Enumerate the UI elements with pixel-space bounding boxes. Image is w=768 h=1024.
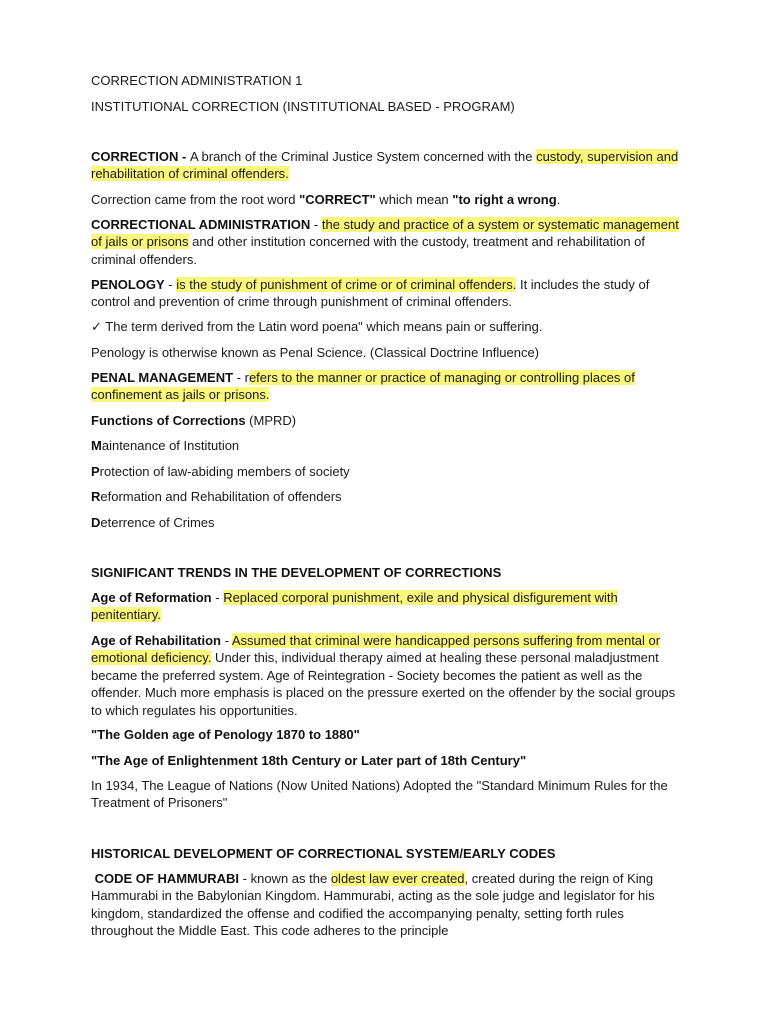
term-correctional-administration: CORRECTIONAL ADMINISTRATION xyxy=(91,217,311,232)
highlight: oldest law ever created xyxy=(330,871,465,886)
quote-golden-age: "The Golden age of Penology 1870 to 1880" xyxy=(91,727,360,742)
highlight: efers to the manner or practice of managing or controlling places of confinement as jails or prisons. xyxy=(91,370,635,403)
function-item: Protection of law-abiding members of society xyxy=(91,464,350,479)
highlight: Assumed that criminal were handicapped persons suffering from mental or emotional deficiency. xyxy=(91,633,661,666)
paragraph-correctional-administration: CORRECTIONAL ADMINISTRATION - the study and practice of a system or systematic management of jails or prisons and other institution concerned with the custody, treatment and rehabilitation of criminal offenders. xyxy=(91,217,679,267)
document-title: CORRECTION ADMINISTRATION 1 xyxy=(91,73,303,88)
paragraph-root-word: Correction came from the root word "CORRECT" which mean "to right a wrong. xyxy=(91,192,561,207)
section-heading-trends: SIGNIFICANT TRENDS IN THE DEVELOPMENT OF CORRECTIONS xyxy=(91,565,502,580)
paragraph-penal-management: PENAL MANAGEMENT - refers to the manner or practice of managing or controlling places of confinement as jails or prisons. xyxy=(91,370,635,403)
highlight: Replaced corporal punishment, exile and physical disfigurement with penitentiary. xyxy=(91,590,618,623)
paragraph-penal-science: Penology is otherwise known as Penal Science. (Classical Doctrine Influence) xyxy=(91,345,539,360)
paragraph-hammurabi: CODE OF HAMMURABI - known as the oldest law ever created, created during the reign of King Hammurabi in the Babylonian Kingdom. Hammurabi, acting as the sole judge and legislator for his kingdom, standardized the offense and codified the accompanying penalty, setting forth rules throughout the Middle East. This code adheres to the principle xyxy=(91,871,655,939)
section-heading-historical: HISTORICAL DEVELOPMENT OF CORRECTIONAL SYSTEM/EARLY CODES xyxy=(91,846,556,861)
term-penology: PENOLOGY xyxy=(91,277,165,292)
paragraph-age-reformation: Age of Reformation - Replaced corporal punishment, exile and physical disfigurement with penitentiary. xyxy=(91,590,618,623)
paragraph-latin-note: ✓ The term derived from the Latin word poena" which means pain or suffering. xyxy=(91,319,543,334)
document-subtitle: INSTITUTIONAL CORRECTION (INSTITUTIONAL BASED - PROGRAM) xyxy=(91,99,515,114)
function-item: Reformation and Rehabilitation of offenders xyxy=(91,489,342,504)
paragraph-league: In 1934, The League of Nations (Now United Nations) Adopted the "Standard Minimum Rules for the Treatment of Prisoners" xyxy=(91,778,668,811)
paragraph-age-rehabilitation: Age of Rehabilitation - Assumed that criminal were handicapped persons suffering from mental or emotional deficiency. Under this, individual therapy aimed at healing these personal maladjustment became the preferred system. Age of Reintegration - Society becomes the patient as well as the offender. Much more emphasis is placed on the pressure exerted on the offender by the social groups to which regulates his opportunities. xyxy=(91,633,676,718)
quote-enlightenment: "The Age of Enlightenment 18th Century or Later part of 18th Century" xyxy=(91,753,527,768)
highlight: the study and practice of a system or systematic management of jails or prisons xyxy=(91,217,679,250)
term-hammurabi: CODE OF HAMMURABI xyxy=(91,871,240,886)
functions-heading: Functions of Corrections (MPRD) xyxy=(91,413,297,428)
function-item: Deterrence of Crimes xyxy=(91,515,215,530)
term-age-rehabilitation: Age of Rehabilitation xyxy=(91,633,221,648)
term-age-reformation: Age of Reformation xyxy=(91,590,212,605)
term-correction: CORRECTION - xyxy=(91,149,190,164)
term-penal-management: PENAL MANAGEMENT xyxy=(91,370,234,385)
paragraph-correction: CORRECTION - A branch of the Criminal Justice System concerned with the custody, supervision and rehabilitation of criminal offenders. xyxy=(91,149,679,182)
paragraph-penology: PENOLOGY - is the study of punishment of crime or of criminal offenders. It includes the study of control and prevention of crime through punishment of criminal offenders. xyxy=(91,277,650,310)
highlight: custody, supervision and rehabilitation of criminal offenders. xyxy=(91,149,679,182)
highlight: is the study of punishment of crime or of criminal offenders. xyxy=(176,277,517,292)
function-item: Maintenance of Institution xyxy=(91,438,240,453)
